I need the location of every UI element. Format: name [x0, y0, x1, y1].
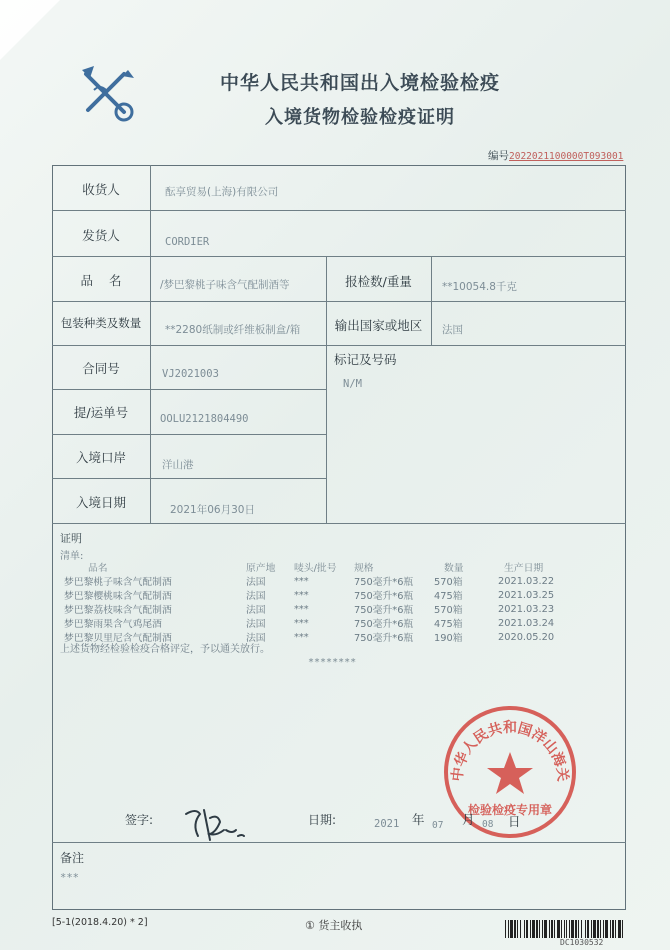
certificate-heading: 证明 — [60, 532, 82, 545]
handwritten-signature — [180, 800, 260, 850]
marks-label: 标记及号码 — [334, 352, 397, 367]
list-label: 清单: — [60, 551, 84, 562]
title-line-2: 入境货物检验检疫证明 — [265, 107, 455, 128]
cell-origin: 法国 — [246, 591, 266, 602]
remarks-value: *** — [60, 872, 79, 884]
table-row — [60, 602, 578, 616]
cell-spec: 750毫升*6瓶 — [354, 605, 414, 616]
barcode-bar — [612, 920, 614, 938]
cell-qty: 475箱 — [434, 591, 463, 602]
barcode-number: DC1030532 — [560, 938, 604, 947]
barcode-bar — [544, 920, 547, 938]
customs-emblem-icon — [74, 60, 140, 126]
barcode-bar — [585, 920, 586, 938]
bl-value: OOLU2121804490 — [160, 413, 249, 425]
row-divider — [52, 478, 326, 479]
cell-mark: *** — [294, 603, 309, 615]
barcode-bar — [517, 920, 518, 938]
folded-corner — [0, 0, 60, 60]
cell-date: 2020.05.20 — [498, 631, 555, 643]
svg-text:中华人民共和国洋山海关: 中华人民共和国洋山海关 — [449, 720, 571, 783]
cell-name: 梦巴黎荔枝味含气配制酒 — [64, 605, 172, 616]
product-value: /梦巴黎桃子味含气配制酒等 — [160, 279, 290, 291]
cell-origin: 法国 — [246, 633, 266, 644]
port-label: 入境口岸 — [75, 450, 126, 465]
cell-spec: 750毫升*6瓶 — [354, 633, 414, 644]
cell-qty: 570箱 — [434, 577, 463, 588]
barcode-bar — [510, 920, 513, 938]
barcode-bar — [554, 920, 555, 938]
cell-date: 2021.03.24 — [498, 617, 555, 629]
cell-spec: 750毫升*6瓶 — [354, 591, 414, 602]
cell-mark: *** — [294, 589, 309, 601]
barcode-bar — [508, 920, 509, 938]
barcode-bar — [587, 920, 589, 938]
barcode-bar — [600, 920, 601, 938]
serial-label: 编号 — [488, 150, 509, 162]
barcode-bar — [532, 920, 535, 938]
row-divider — [52, 523, 626, 524]
barcode-bar — [569, 920, 570, 938]
consignee-value: 酝享贸易(上海)有限公司 — [165, 186, 279, 198]
remarks-label: 备注 — [60, 851, 85, 865]
barcode-bar — [618, 920, 621, 938]
barcode-bar — [610, 920, 611, 938]
sign-date-label: 日期: — [308, 813, 337, 827]
barcode-bar — [526, 920, 528, 938]
cell-name: 梦巴黎樱桃味含气配制酒 — [64, 591, 172, 602]
form-code: [5-1(2018.4.20) * 2] — [52, 917, 148, 928]
barcode-bar — [622, 920, 623, 938]
barcode-bar — [549, 920, 550, 938]
col-name: 品名 — [88, 563, 108, 574]
barcode-bar — [603, 920, 604, 938]
cell-origin: 法国 — [246, 577, 266, 588]
barcode-bar — [561, 920, 562, 938]
port-value: 洋山港 — [162, 459, 194, 471]
packaging-value: **2280纸制或纤维板制盒/箱 — [165, 324, 301, 336]
row-divider — [52, 345, 626, 346]
barcode-bar — [557, 920, 560, 938]
col-spec: 规格 — [354, 563, 374, 574]
marks-value: N/M — [343, 378, 362, 390]
contract-value: VJ2021003 — [162, 368, 219, 380]
consignee-label: 收货人 — [82, 182, 120, 197]
barcode-bar — [578, 920, 579, 938]
product-label: 品 名 — [80, 273, 122, 288]
barcode-bar — [536, 920, 538, 938]
barcode-icon — [505, 920, 625, 938]
cell-name: 梦巴黎贝里尼含气配制酒 — [64, 633, 172, 644]
barcode-bar — [605, 920, 608, 938]
origin-label: 输出国家或地区 — [334, 318, 423, 333]
col-mark: 唛头/批号 — [294, 563, 337, 574]
month-unit: 月 — [462, 812, 475, 827]
barcode-bar — [597, 920, 599, 938]
cell-qty: 570箱 — [434, 605, 463, 616]
conclusion-text: 上述货物经检验检疫合格评定，予以通关放行。 — [60, 644, 270, 655]
sign-month: 07 — [432, 820, 444, 831]
column-divider — [431, 256, 432, 345]
quantity-value: **10054.8千克 — [442, 281, 517, 293]
column-divider — [326, 256, 327, 523]
barcode-bar — [524, 920, 525, 938]
bl-label: 提/运单号 — [73, 405, 129, 420]
barcode-bar — [564, 920, 565, 938]
cell-date: 2021.03.25 — [498, 589, 555, 601]
cell-mark: *** — [294, 617, 309, 629]
entry-date-value: 2021年06月30日 — [170, 504, 255, 516]
consignor-value: CORDIER — [165, 236, 210, 248]
cell-date: 2021.03.23 — [498, 603, 555, 615]
signature-label: 签字: — [125, 813, 154, 827]
svg-text:检验检疫专用章: 检验检疫专用章 — [467, 803, 553, 817]
cell-date: 2021.03.22 — [498, 575, 555, 587]
table-row — [60, 574, 578, 588]
origin-value: 法国 — [442, 324, 463, 336]
day-unit: 日 — [508, 814, 521, 829]
row-divider — [52, 256, 626, 257]
sign-day: 08 — [482, 819, 494, 830]
copy-note: ① 货主收执 — [305, 919, 363, 932]
barcode-bar — [615, 920, 616, 938]
quantity-label: 报检数/重量 — [345, 274, 412, 289]
barcode-bar — [530, 920, 531, 938]
col-date: 生产日期 — [504, 563, 544, 574]
column-divider — [150, 165, 151, 523]
consignor-label: 发货人 — [82, 228, 120, 243]
barcode-bar — [514, 920, 516, 938]
cell-mark: *** — [294, 575, 309, 587]
cell-spec: 750毫升*6瓶 — [354, 619, 414, 630]
barcode-bar — [593, 920, 596, 938]
cell-mark: *** — [294, 631, 309, 643]
row-divider — [52, 389, 326, 390]
barcode-bar — [520, 920, 521, 938]
cell-qty: 190箱 — [434, 633, 463, 644]
end-stars: ******** — [308, 657, 357, 668]
cell-origin: 法国 — [246, 605, 266, 616]
cell-name: 梦巴黎雨果含气鸡尾酒 — [64, 619, 162, 630]
barcode-bar — [591, 920, 592, 938]
row-divider — [52, 210, 626, 211]
cell-origin: 法国 — [246, 619, 266, 630]
row-divider — [52, 301, 626, 302]
row-divider — [52, 434, 326, 435]
barcode-bar — [575, 920, 577, 938]
table-row — [60, 616, 578, 630]
entry-date-label: 入境日期 — [75, 495, 126, 510]
barcode-bar — [505, 920, 506, 938]
packaging-label: 包装种类及数量 — [60, 316, 142, 330]
col-origin: 原产地 — [246, 563, 276, 574]
table-row — [60, 588, 578, 602]
barcode-bar — [566, 920, 567, 938]
col-qty: 数量 — [444, 563, 464, 574]
barcode-bar — [571, 920, 574, 938]
cell-spec: 750毫升*6瓶 — [354, 577, 414, 588]
barcode-bar — [581, 920, 582, 938]
sign-year: 2021 — [374, 818, 400, 830]
cell-qty: 475箱 — [434, 619, 463, 630]
barcode-bar — [551, 920, 553, 938]
goods-header-row — [60, 560, 578, 574]
goods-table — [60, 560, 578, 644]
cell-name: 梦巴黎桃子味含气配制酒 — [64, 577, 172, 588]
barcode-bar — [539, 920, 540, 938]
serial-value: 2022021100000T093001 — [509, 151, 624, 162]
barcode-bar — [542, 920, 543, 938]
contract-label: 合同号 — [82, 361, 120, 376]
serial-number — [488, 148, 623, 163]
year-unit: 年 — [412, 812, 425, 827]
row-divider — [52, 842, 626, 843]
title-line-1: 中华人民共和国出入境检验检疫 — [219, 72, 500, 94]
